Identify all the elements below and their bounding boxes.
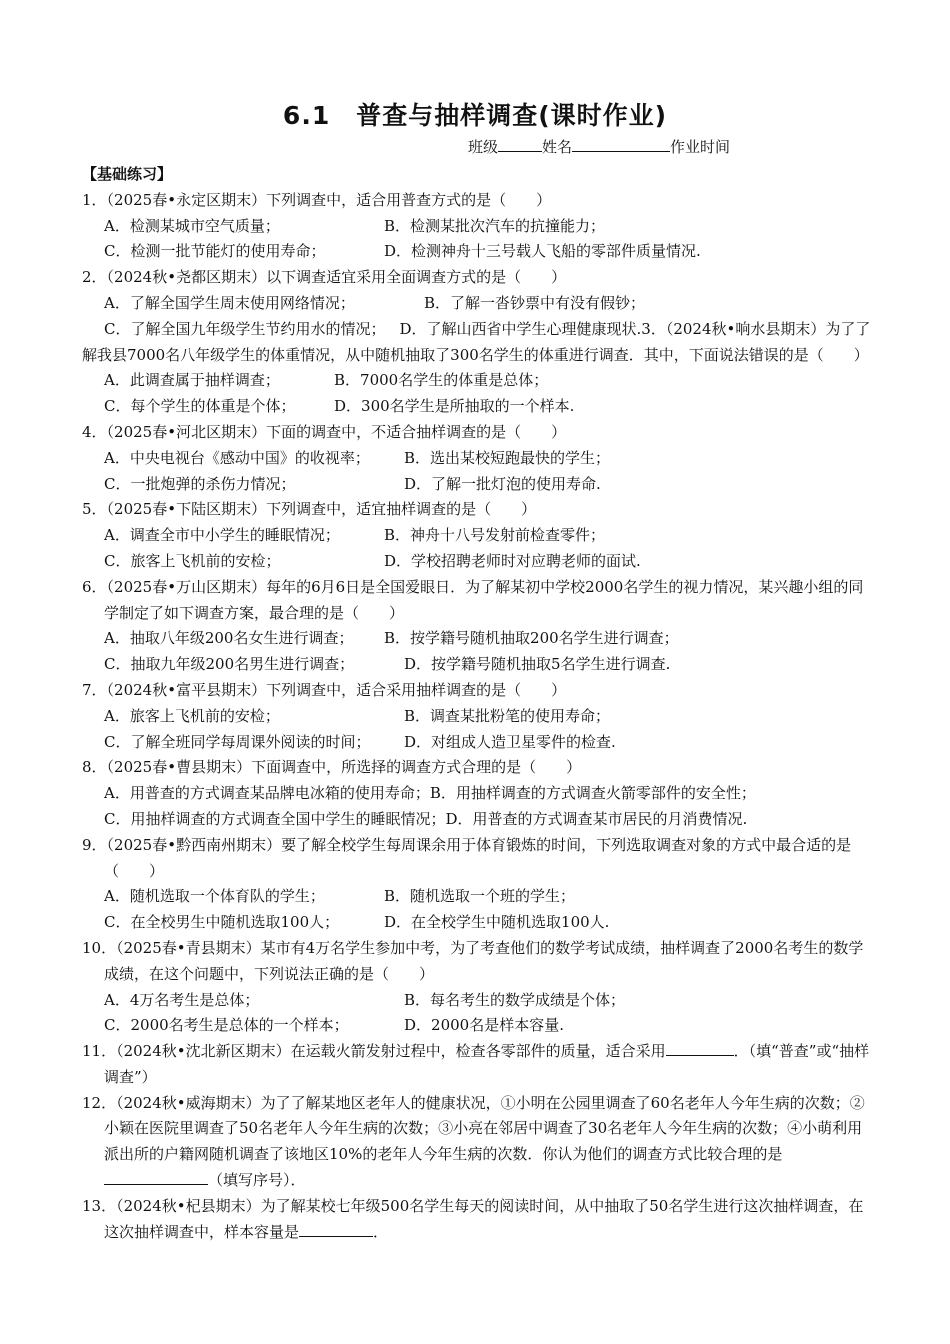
option-row [82, 884, 872, 910]
option-b: B．了解一沓钞票中有没有假钞； [424, 293, 646, 312]
option-b: B．用抽样调查的方式调查火箭零部件的安全性； [429, 784, 756, 803]
option-row [82, 549, 872, 575]
option-b: B．调查某批粉笔的使用寿命； [404, 706, 611, 725]
question-stem: 8．（2025春•曹县期末）下面调查中，所选择的调查方式合理的是（ ） [82, 758, 582, 777]
question-stem: 2．（2024秋•尧都区期末）以下调查适宜采用全面调查方式的是（ ） [82, 268, 567, 287]
name-blank[interactable] [572, 137, 670, 152]
option-row [82, 1013, 872, 1039]
option-b: B．7000名学生的体重是总体； [334, 371, 549, 390]
question-9 [82, 833, 872, 936]
option-c: C．2000名考生是总体的一个样本； [104, 1016, 349, 1035]
question-stem [82, 1039, 872, 1091]
questions-body [82, 162, 872, 1245]
page-title: 6.1 普查与抽样调查(课时作业) [282, 101, 668, 130]
option-a: A．调查全市中小学生的睡眠情况； [104, 526, 340, 545]
class-blank[interactable] [498, 137, 542, 152]
question-12 [82, 1091, 872, 1194]
option-d: D．学校招聘老师时对应聘老师的面试. [384, 551, 641, 570]
question-stem: 1．（2025春•永定区期末）下列调查中，适合用普查方式的是（ ） [82, 190, 552, 209]
option-c: C．抽取九年级200名男生进行调查； [104, 655, 355, 674]
option-b: B．选出某校短跑最快的学生； [404, 448, 611, 467]
class-label: 班级 [468, 138, 499, 156]
option-a: A．检测某城市空气质量； [104, 216, 280, 235]
option-row [82, 626, 872, 652]
option-a: A．了解全国学生周末使用网络情况； [104, 293, 355, 312]
stem-part-1: 11．（2024秋•沈北新区期末）在运载火箭发射过程中，检查各零部件的质量，适合采用 [82, 1042, 666, 1061]
question-13 [82, 1194, 872, 1246]
time-label: 作业时间 [670, 138, 731, 156]
option-row [82, 523, 872, 549]
option-b: B．按学籍号随机抽取200名学生进行调查； [384, 629, 679, 648]
question-6 [82, 575, 872, 678]
question-3 [82, 368, 872, 420]
option-row-wrapped [82, 317, 872, 369]
option-c: C．了解全班同学每周课外阅读的时间； [104, 732, 371, 751]
option-d: D．用普查的方式调查某市居民的月消费情况. [445, 809, 748, 828]
option-c: C．一批炮弹的杀伤力情况； [104, 474, 296, 493]
option-b: B．随机选取一个班的学生； [384, 887, 576, 906]
option-d: D．在全校学生中随机选取100人. [384, 913, 610, 932]
answer-blank[interactable] [666, 1041, 734, 1056]
option-row [82, 239, 872, 265]
option-a: A．用普查的方式调查某品牌电冰箱的使用寿命； [104, 784, 430, 803]
stem-part-1: 12．（2024秋•威海期末）为了了解某地区老年人的健康状况，①小明在公园里调查了60名老年人今年生病的次数；②小颖在医院里调查了50名老年人今年生病的次数；③小亮在邻居中调查了30名老年人今年生病的次数；④小萌利用派出所的户籍网随机调查了该地区10%的老年人今年生病的次数．你认为他们的调查方式比较合理的是 [82, 1093, 865, 1164]
name-label: 姓名 [542, 138, 573, 156]
option-c: C．旅客上飞机前的安检； [104, 551, 281, 570]
question-stem: 10．（2025春•青县期末）某市有4万名学生参加中考，为了考查他们的数学考试成绩，抽样调查了2000名考生的数学成绩，在这个问题中，下列说法正确的是（ ） [82, 938, 864, 983]
option-d: D．了解山西省中学生心理健康现状.3．（2024秋•响水县期末）为了了解我县7000名八年级学生的体重情况，从中随机抽取了300名学生的体重进行调查．其中，下面说法错误的是（ ） [82, 319, 871, 364]
option-row [82, 446, 872, 472]
question-stem: 6．（2025春•万山区期末）每年的6月6日是全国爱眼日．为了解某初中学校2000名学生的视力情况，某兴趣小组的同学制定了如下调查方案，最合理的是（ ） [82, 577, 864, 622]
option-a: A．此调查属于抽样调查； [104, 371, 280, 390]
option-row [82, 781, 872, 807]
stem-part-2: ． [373, 1222, 389, 1241]
option-row [82, 394, 872, 420]
option-row [82, 704, 872, 730]
student-info-line [468, 136, 730, 157]
option-d: D．检测神舟十三号载人飞船的零部件质量情况. [384, 242, 701, 261]
option-d: D．按学籍号随机抽取5名学生进行调查. [404, 655, 671, 674]
answer-blank[interactable] [299, 1222, 373, 1237]
question-1 [82, 188, 872, 265]
option-b: B．每名考生的数学成绩是个体； [404, 990, 626, 1009]
question-5 [82, 497, 872, 574]
option-d: D．对组成人造卫星零件的检查. [404, 732, 616, 751]
question-8 [82, 755, 872, 832]
option-row [82, 988, 872, 1014]
option-b: B．检测某批次汽车的抗撞能力； [384, 216, 606, 235]
question-stem: 5．（2025春•下陆区期末）下列调查中，适宜抽样调查的是（ ） [82, 500, 537, 519]
option-d: D．了解一批灯泡的使用寿命. [404, 474, 601, 493]
option-c: C．了解全国九年级学生节约用水的情况； [104, 319, 386, 338]
stem-part-2: ．（填“普查”或“抽样调查”） [104, 1042, 870, 1086]
option-row [82, 291, 872, 317]
option-a: A．抽取八年级200名女生进行调查； [104, 629, 354, 648]
question-stem: 4．（2025春•河北区期末）下面的调查中，不适合抽样调查的是（ ） [82, 422, 567, 441]
option-a: A．4万名考生是总体； [104, 990, 260, 1009]
option-row [82, 368, 872, 394]
stem-part-2: （填写序号）． [208, 1171, 306, 1190]
option-row [82, 652, 872, 678]
option-a: A．中央电视台《感动中国》的收视率； [104, 448, 370, 467]
option-d: D．300名学生是所抽取的一个样本. [334, 397, 575, 416]
question-stem: 7．（2024秋•富平县期末）下列调查中，适合采用抽样调查的是（ ） [82, 680, 567, 699]
option-row [82, 807, 872, 833]
option-row [82, 472, 872, 498]
option-c: C．用抽样调查的方式调查全国中学生的睡眠情况； [104, 809, 446, 828]
option-a: A．旅客上飞机前的安检； [104, 706, 280, 725]
option-c: C．每个学生的体重是个体； [104, 397, 296, 416]
option-row [82, 214, 872, 240]
option-row [82, 910, 872, 936]
option-d: D．2000名是样本容量. [404, 1016, 564, 1035]
question-7 [82, 678, 872, 755]
option-c: C．检测一批节能灯的使用寿命； [104, 242, 326, 261]
question-stem: 9．（2025春•黔西南州期末）要了解全校学生每周课余用于体育锻炼的时间，下列选取调查对象的方式中最合适的是（ ） [82, 835, 852, 880]
section-title: 【基础练习】 [82, 165, 173, 183]
question-11 [82, 1039, 872, 1091]
option-c: C．在全校男生中随机选取100人； [104, 913, 340, 932]
option-a: A．随机选取一个体育队的学生； [104, 887, 325, 906]
question-10 [82, 936, 872, 1039]
question-stem [82, 1091, 872, 1194]
question-4 [82, 420, 872, 497]
question-stem [82, 1194, 872, 1246]
option-row [82, 730, 872, 756]
stem-part-1: 13．（2024秋•杞县期末）为了解某校七年级500名学生每天的阅读时间，从中抽取了50名学生进行这次抽样调查，在这次抽样调查中，样本容量是 [82, 1196, 864, 1241]
question-2 [82, 265, 872, 368]
answer-blank[interactable] [104, 1170, 208, 1185]
option-b: B．神舟十八号发射前检查零件； [384, 526, 606, 545]
